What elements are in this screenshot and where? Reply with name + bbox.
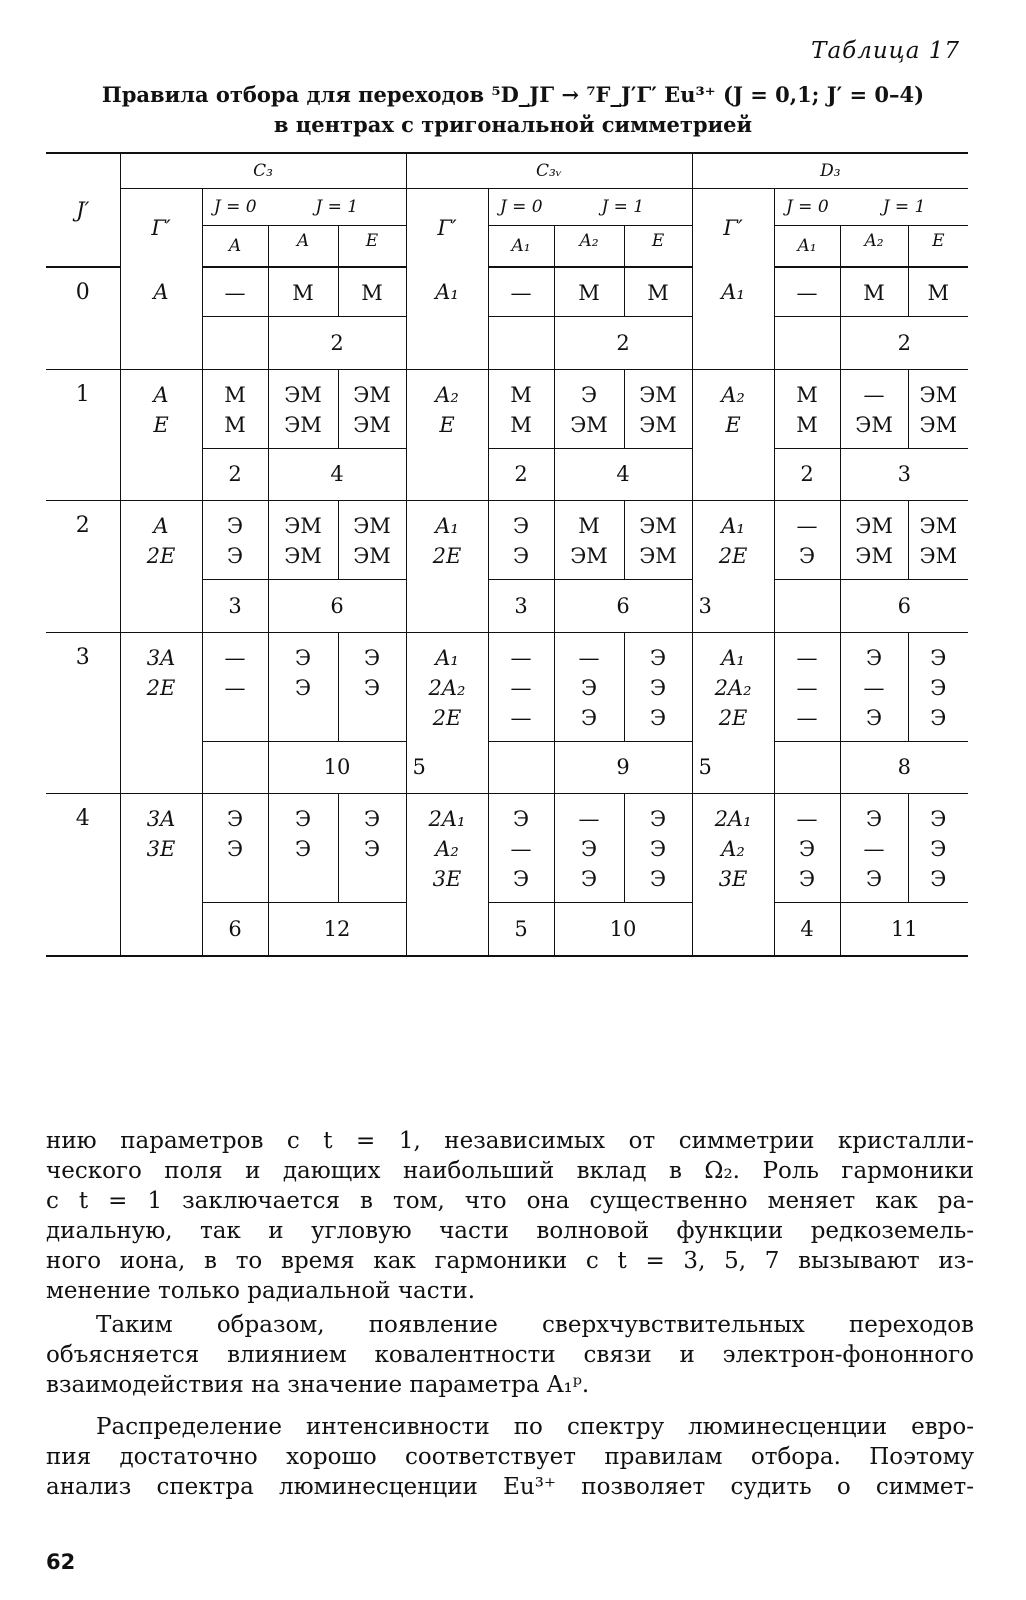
j1-e-cell: ЭМ ЭМ bbox=[624, 501, 692, 580]
j1-a-cell: ЭМ ЭМ bbox=[268, 501, 338, 580]
j1-e-cell: ЭМ ЭМ bbox=[338, 369, 406, 448]
group-header-c3v: C₃ᵥ bbox=[406, 153, 692, 189]
total-j0-cell bbox=[774, 741, 840, 794]
header-sub-d3: E bbox=[908, 226, 968, 268]
header-jprime: J′ bbox=[46, 153, 120, 267]
total-j0-cell: 3 bbox=[202, 580, 268, 633]
j0-cell: Э Э bbox=[202, 794, 268, 903]
j1-a-cell: — Э Э bbox=[554, 632, 624, 741]
total-j1-cell: 9 bbox=[554, 741, 692, 794]
j0-cell: Э — Э bbox=[488, 794, 554, 903]
row-jprime: 0 bbox=[46, 267, 120, 369]
gamma-cell: A₁ 2A₂ 2E bbox=[406, 632, 488, 741]
header-sub-c3v: A₂ bbox=[554, 226, 624, 268]
j1-a-cell: М ЭМ bbox=[554, 501, 624, 580]
paragraph-3 bbox=[46, 1412, 974, 1502]
j1-e-cell: ЭМ ЭМ bbox=[338, 501, 406, 580]
header-j0-d3: J = 0 bbox=[774, 189, 840, 226]
total-gamma-cell bbox=[120, 741, 202, 794]
total-j0-cell: 6 bbox=[202, 903, 268, 956]
j1-a-cell: ЭМ ЭМ bbox=[840, 501, 908, 580]
j0-cell: — bbox=[774, 267, 840, 317]
header-sub-c3: A bbox=[268, 226, 338, 268]
gamma-cell: A₁ 2A₂ 2E bbox=[692, 632, 774, 741]
header-j0-c3: J = 0 bbox=[202, 189, 268, 226]
j1-e-cell: М bbox=[624, 267, 692, 317]
gamma-cell: A E bbox=[120, 369, 202, 448]
header-sub-d3: A₁ bbox=[774, 226, 840, 268]
row-jprime: 4 bbox=[46, 794, 120, 956]
gamma-cell: A₂ E bbox=[692, 369, 774, 448]
j1-e-cell: Э Э Э bbox=[624, 632, 692, 741]
header-gamma-d3: Γ′ bbox=[692, 189, 774, 268]
total-j1-cell: 8 bbox=[840, 741, 968, 794]
gamma-cell: 2A₁ A₂ 3E bbox=[692, 794, 774, 903]
header-gamma-c3: Γ′ bbox=[120, 189, 202, 268]
j1-a-cell: М bbox=[268, 267, 338, 317]
total-j1-cell: 11 bbox=[840, 903, 968, 956]
j0-cell: — — — bbox=[774, 632, 840, 741]
total-j0-cell: 3 bbox=[488, 580, 554, 633]
j0-cell: — — bbox=[202, 632, 268, 741]
total-gamma-cell bbox=[406, 448, 488, 501]
j1-e-cell: Э Э Э bbox=[908, 794, 968, 903]
header-sub-c3: A bbox=[202, 226, 268, 268]
total-j0-cell bbox=[202, 741, 268, 794]
gamma-cell: A₁ bbox=[406, 267, 488, 317]
table-number: Таблица 17 bbox=[811, 38, 960, 64]
total-gamma-cell: 3 bbox=[692, 580, 774, 633]
total-j0-cell: 2 bbox=[488, 448, 554, 501]
text-line: Таким образом, появление сверхчувствительных переходов bbox=[96, 1312, 974, 1338]
gamma-cell: 3A 3E bbox=[120, 794, 202, 903]
gamma-cell: A₂ E bbox=[406, 369, 488, 448]
group-header-c3: C₃ bbox=[120, 153, 406, 189]
total-j0-cell: 2 bbox=[774, 448, 840, 501]
j1-e-cell: Э Э bbox=[338, 794, 406, 903]
j1-a-cell: — ЭМ bbox=[840, 369, 908, 448]
header-j0-c3v: J = 0 bbox=[488, 189, 554, 226]
text-line: ного иона, в то время как гармоники с t = 3, 5, 7 вызывают из- bbox=[46, 1248, 974, 1274]
text-line: взаимодействия на значение параметра A₁ᵖ. bbox=[46, 1372, 590, 1398]
j1-e-cell: ЭМ ЭМ bbox=[908, 369, 968, 448]
total-j0-cell bbox=[488, 741, 554, 794]
j1-e-cell: М bbox=[908, 267, 968, 317]
total-j1-cell: 10 bbox=[554, 903, 692, 956]
j0-cell: М М bbox=[488, 369, 554, 448]
text-line: нию параметров с t = 1, независимых от симметрии кристалли- bbox=[46, 1128, 974, 1154]
j0-cell: Э Э bbox=[488, 501, 554, 580]
j0-cell: М М bbox=[202, 369, 268, 448]
j0-cell: — bbox=[488, 267, 554, 317]
total-gamma-cell bbox=[692, 448, 774, 501]
total-gamma-cell bbox=[406, 903, 488, 956]
j1-a-cell: Э Э bbox=[268, 794, 338, 903]
total-j1-cell: 6 bbox=[268, 580, 406, 633]
j1-a-cell: Э — Э bbox=[840, 632, 908, 741]
j1-a-cell: Э Э bbox=[268, 632, 338, 741]
j1-a-cell: М bbox=[554, 267, 624, 317]
gamma-cell: A₁ 2E bbox=[692, 501, 774, 580]
total-j1-cell: 4 bbox=[268, 448, 406, 501]
total-gamma-cell bbox=[692, 317, 774, 370]
total-j1-cell: 2 bbox=[554, 317, 692, 370]
j1-a-cell: Э ЭМ bbox=[554, 369, 624, 448]
j1-e-cell: Э Э Э bbox=[908, 632, 968, 741]
j0-cell: — bbox=[202, 267, 268, 317]
group-header-d3: D₃ bbox=[692, 153, 968, 189]
text-line: анализ спектра люминесценции Eu³⁺ позволяет судить о симмет- bbox=[46, 1474, 974, 1500]
j1-e-cell: Э Э Э bbox=[624, 794, 692, 903]
j1-e-cell: ЭМ ЭМ bbox=[908, 501, 968, 580]
header-sub-c3: E bbox=[338, 226, 406, 268]
total-j0-cell bbox=[774, 580, 840, 633]
j0-cell: — Э bbox=[774, 501, 840, 580]
total-j0-cell bbox=[202, 317, 268, 370]
j1-e-cell: М bbox=[338, 267, 406, 317]
text-line: ческого поля и дающих наибольший вклад в Ω₂. Роль гармоники bbox=[46, 1158, 974, 1184]
table-title bbox=[40, 80, 986, 140]
table-title-line1: Правила отбора для переходов ⁵D_JΓ → ⁷F_J′Γ′ Eu³⁺ (J = 0,1; J′ = 0–4) bbox=[101, 82, 925, 107]
page-number: 62 bbox=[46, 1550, 76, 1574]
selection-rules-table bbox=[46, 152, 968, 957]
j1-a-cell: Э — Э bbox=[840, 794, 908, 903]
gamma-cell: A bbox=[120, 267, 202, 317]
total-gamma-cell bbox=[120, 448, 202, 501]
text-line: пия достаточно хорошо соответствует правилам отбора. Поэтому bbox=[46, 1444, 974, 1470]
total-j0-cell: 4 bbox=[774, 903, 840, 956]
gamma-cell: 3A 2E bbox=[120, 632, 202, 741]
total-j1-cell: 2 bbox=[268, 317, 406, 370]
j1-e-cell: Э Э bbox=[338, 632, 406, 741]
text-line: менение только радиальной части. bbox=[46, 1278, 476, 1304]
j0-cell: М М bbox=[774, 369, 840, 448]
total-j1-cell: 6 bbox=[554, 580, 692, 633]
row-jprime: 2 bbox=[46, 501, 120, 633]
total-j1-cell: 4 bbox=[554, 448, 692, 501]
paragraph-2 bbox=[46, 1310, 974, 1400]
j0-cell: Э Э bbox=[202, 501, 268, 580]
header-sub-c3v: A₁ bbox=[488, 226, 554, 268]
header-j1-c3v: J = 1 bbox=[554, 189, 692, 226]
total-gamma-cell bbox=[692, 903, 774, 956]
header-sub-d3: A₂ bbox=[840, 226, 908, 268]
text-line: диальную, так и угловую части волновой функции редкоземель- bbox=[46, 1218, 974, 1244]
total-gamma-cell bbox=[120, 580, 202, 633]
text-line: с t = 1 заключается в том, что она существенно меняет как ра- bbox=[46, 1188, 974, 1214]
j0-cell: — — — bbox=[488, 632, 554, 741]
text-line: объясняется влиянием ковалентности связи и электрон-фононного bbox=[46, 1342, 974, 1368]
total-gamma-cell bbox=[120, 317, 202, 370]
header-j1-d3: J = 1 bbox=[840, 189, 968, 226]
j1-a-cell: М bbox=[840, 267, 908, 317]
total-j1-cell: 6 bbox=[840, 580, 968, 633]
header-j1-c3: J = 1 bbox=[268, 189, 406, 226]
j1-a-cell: — Э Э bbox=[554, 794, 624, 903]
total-gamma-cell bbox=[120, 903, 202, 956]
header-sub-c3v: E bbox=[624, 226, 692, 268]
total-gamma-cell: 5 bbox=[406, 741, 488, 794]
text-line: Распределение интенсивности по спектру люминесценции евро- bbox=[96, 1414, 974, 1440]
total-j1-cell: 3 bbox=[840, 448, 968, 501]
total-j0-cell: 5 bbox=[488, 903, 554, 956]
total-j1-cell: 12 bbox=[268, 903, 406, 956]
paragraph-1 bbox=[46, 1126, 974, 1306]
total-j1-cell: 10 bbox=[268, 741, 406, 794]
j0-cell: — Э Э bbox=[774, 794, 840, 903]
j1-e-cell: ЭМ ЭМ bbox=[624, 369, 692, 448]
row-jprime: 3 bbox=[46, 632, 120, 794]
total-j0-cell bbox=[488, 317, 554, 370]
gamma-cell: A 2E bbox=[120, 501, 202, 580]
gamma-cell: A₁ bbox=[692, 267, 774, 317]
gamma-cell: 2A₁ A₂ 3E bbox=[406, 794, 488, 903]
table-title-line2: в центрах с тригональной симметрией bbox=[273, 112, 753, 137]
total-gamma-cell: 5 bbox=[692, 741, 774, 794]
total-gamma-cell bbox=[406, 317, 488, 370]
total-gamma-cell bbox=[406, 580, 488, 633]
total-j0-cell bbox=[774, 317, 840, 370]
total-j1-cell: 2 bbox=[840, 317, 968, 370]
row-jprime: 1 bbox=[46, 369, 120, 501]
total-j0-cell: 2 bbox=[202, 448, 268, 501]
gamma-cell: A₁ 2E bbox=[406, 501, 488, 580]
header-gamma-c3v: Γ′ bbox=[406, 189, 488, 268]
j1-a-cell: ЭМ ЭМ bbox=[268, 369, 338, 448]
